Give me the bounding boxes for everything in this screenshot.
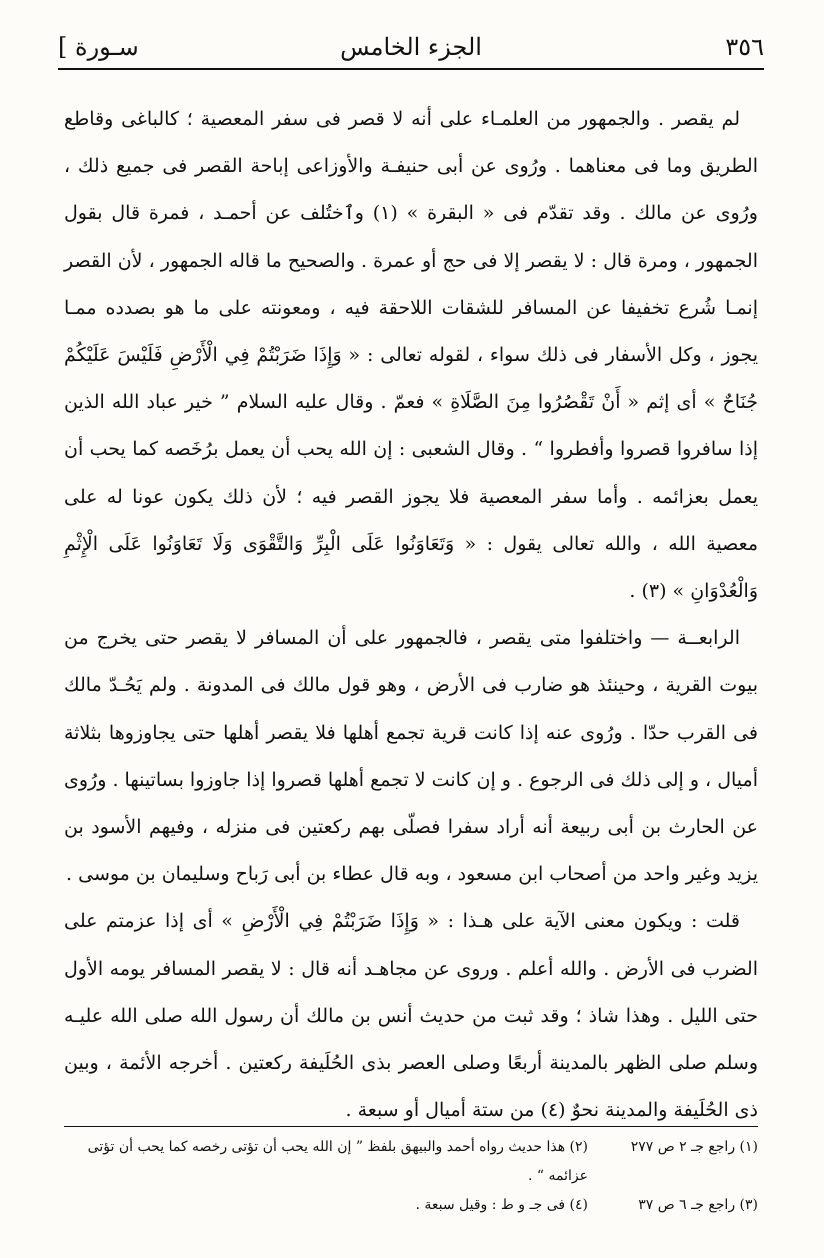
footnote-row — [64, 1191, 758, 1220]
page-number: ٣٥٦ — [725, 33, 764, 61]
footnote-1: (١) راجع جـ ٢ ص ٢٧٧ — [630, 1139, 758, 1155]
paragraph: لم يقصر . والجمهور من العلمـاء على أنه لا قصر فى سفر المعصية ؛ كالباغى وقاطع الطريق وما فى معناهما . ورُوى عن أبى حنيفـة والأوزاعى إباحة القصر فى جميع ذلك ، ورُوى عن مالك . وقد تقدّم فى « البقرة » (١) وٱختُلف عن أحمـد ، فمرة قال بقول الجمهور ، ومرة قال : لا يقصر إلا فى حج أو عمرة . والصحيح ما قاله الجمهور ، لأن القصر إنمـا شُرع تخفيفا عن المسافر للشقات اللاحقة فيه ، ومعونته على ما هو بصدده ممـا يجوز ، وكل الأسفار فى ذلك سواء ، لقوله تعالى : « وَإِذَا ضَرَبْتُمْ فِي الْأَرْضِ فَلَيْسَ عَلَيْكُمْ جُنَاحٌ » أى إثم « أَنْ تَقْصُرُوا مِنَ الصَّلَاةِ » فعمّ . وقال عليه السلام ” خير عباد الله الذين إذا سافروا قصروا وأفطروا “ . وقال الشعبى : إن الله يحب أن يعمل برُخَصه كما يحب أن يعمل بعزائمه . وأما سفر المعصية فلا يجوز القصر فيه ؛ لأن ذلك يكون عونا له على معصية الله ، والله تعالى يقول : « وَتَعَاوَنُوا عَلَى الْبِرِّ وَالتَّقْوَى وَلَا تَعَاوَنُوا عَلَى الْإِثْمِ وَالْعُدْوَانِ » (٣) . — [64, 108, 758, 603]
footnote-4: (٤) فى جـ و ط : وقيل سبعة . — [415, 1197, 588, 1213]
footnote-3: (٣) راجع جـ ٦ ص ٣٧ — [638, 1197, 758, 1213]
paragraph: قلت : ويكون معنى الآية على هـذا : « وَإِذَا ضَرَبْتُمْ فِي الْأَرْضِ » أى إذا عزمتم على الضرب فى الأرض . والله أعلم . وروى عن مجاهـد أنه قال : لا يقصر المسافر يومه الأول حتى الليل . وهذا شاذ ؛ وقد ثبت من حديث أنس بن مالك أن رسول الله صلى الله عليـه وسلم صلى الظهر بالمدينة أربعًا وصلى العصر بذى الحُلَيفة ركعتين . أخرجه الأئمة ، وبين ذى الحُلَيفة والمدينة نحوٌ (٤) من ستة أميال أو سبعة . — [64, 910, 758, 1122]
sura-label: [ سـورة — [58, 33, 139, 61]
footnote-2: (٢) هذا حديث رواه أحمد والبيهق بلفظ ” إن الله يحب أن تؤتى رخصه كما يحب أن تؤتى عزائمه “ . — [87, 1139, 588, 1184]
footnote-row — [64, 1133, 758, 1191]
running-header — [58, 24, 764, 70]
main-text — [64, 96, 758, 1134]
juz-title: الجزء الخامس — [340, 33, 482, 61]
paragraph: الرابعــة — واختلفوا متى يقصر ، فالجمهور على أن المسافر لا يقصر حتى يخرج من بيوت القرية ، وحينئذ هو ضارب فى الأرض ، وهو قول مالك فى المدونة . ولم يَحُـدّ مالك فى القرب حدّا . ورُوى عنه إذا كانت قرية تجمع أهلها فلا يقصر أهلها حتى يجاوزوها بثلاثة أميال ، و إلى ذلك فى الرجوع . و إن كانت لا تجمع أهلها قصروا إذا جاوزوا بساتينها . ورُوى عن الحارث بن أبى ربيعة أنه أراد سفرا فصلّى بهم ركعتين فى منزله ، وفيهم الأسود بن يزيد وغير واحد من أصحاب ابن مسعود ، وبه قال عطاء بن أبى رَباح وسليمان بن موسى . — [64, 627, 758, 886]
footnotes — [64, 1126, 758, 1220]
